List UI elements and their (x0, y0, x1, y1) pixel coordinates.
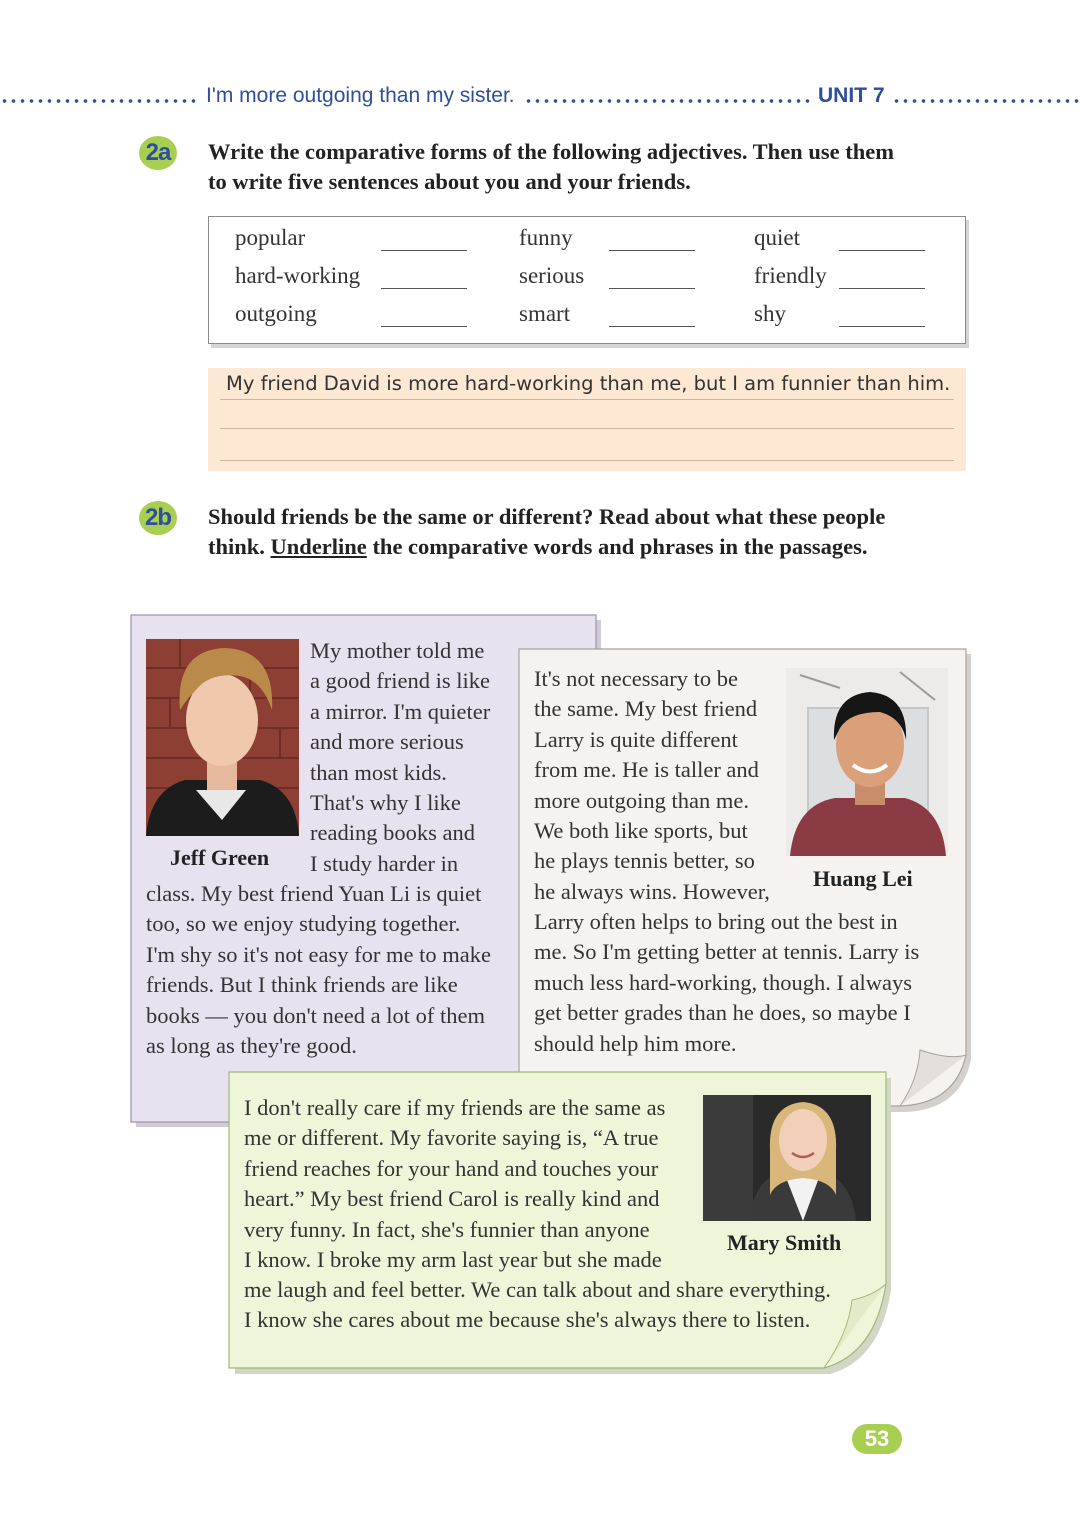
passage-line: friend reaches for your hand and touches your (244, 1155, 659, 1181)
word-friendly: friendly (754, 263, 827, 288)
passage-line: friends. But I think friends are like (146, 972, 458, 998)
passage-line: me or different. My favorite saying is, “A true (244, 1125, 659, 1151)
mary-passage-bottom (244, 1275, 874, 1336)
jeff-photo (146, 639, 299, 836)
word-shy: shy (754, 301, 786, 326)
exercise-2b-badge: 2b (139, 501, 177, 535)
passage-line: I don't really care if my friends are the same as (244, 1095, 666, 1120)
passage-line: That's why I like (310, 790, 461, 816)
passage-line: should help him more. (534, 1030, 737, 1056)
passage-line: It's not necessary to be (534, 666, 738, 691)
passage-line: get better grades than he does, so maybe I (534, 1000, 911, 1026)
passage-line: class. My best friend Yuan Li is quiet (146, 881, 482, 906)
word-quiet: quiet (754, 225, 800, 250)
exercise-2b-instruction-line1: Should friends be the same or different? Read about what these people (208, 504, 886, 529)
huang-photo (786, 668, 948, 856)
passage-line: reading books and (310, 820, 475, 846)
passage-line: heart.” My best friend Carol is really kind and (244, 1186, 660, 1212)
word-funny: funny (519, 225, 573, 250)
jeff-passage-bottom (146, 879, 516, 1061)
passage-line: from me. He is taller and (534, 757, 759, 783)
word-outgoing: outgoing (235, 301, 317, 326)
jeff-name: Jeff Green (170, 845, 270, 870)
passage-line: he always wins. However, (534, 878, 770, 904)
passage-line: he plays tennis better, so (534, 848, 755, 874)
jeff-passage-top (310, 636, 510, 879)
mary-name: Mary Smith (727, 1230, 842, 1255)
passage-line: We both like sports, but (534, 818, 748, 844)
passage-line: I study harder in (310, 850, 459, 876)
passage-line: a mirror. I'm quieter (310, 698, 491, 724)
lesson-title: I'm more outgoing than my sister. (206, 84, 515, 107)
word-smart: smart (519, 301, 571, 326)
passage-line: Larry is quite different (534, 726, 738, 752)
passage-line: Larry often helps to bring out the best in (534, 909, 898, 934)
passage-line: I'm shy so it's not easy for me to make (146, 941, 491, 967)
mary-passage-top (244, 1093, 694, 1275)
huang-passage-bottom (534, 907, 954, 1059)
passage-line: the same. My best friend (534, 696, 758, 722)
passage-line: too, so we enjoy studying together. (146, 911, 461, 937)
exercise-2a-instruction-line2: to write five sentences about you and your friends. (208, 169, 691, 194)
instruction-underline-word: Underline (270, 534, 367, 559)
passage-line: I know she cares about me because she's always there to listen. (244, 1307, 811, 1333)
huang-name: Huang Lei (813, 866, 913, 891)
passage-line: than most kids. (310, 759, 447, 785)
mary-photo (703, 1095, 871, 1221)
word-serious: serious (519, 263, 585, 288)
exercise-2a-badge: 2a (139, 136, 177, 170)
page-number: 53 (852, 1424, 902, 1454)
passage-line: I know. I broke my arm last year but she made (244, 1247, 662, 1273)
passage-line: as long as they're good. (146, 1033, 357, 1059)
passage-line: me laugh and feel better. We can talk about and share everything. (244, 1277, 831, 1302)
instruction-text: the comparative words and phrases in the passages. (366, 534, 868, 559)
passage-line: a good friend is like (310, 668, 490, 694)
word-hard-working: hard-working (235, 263, 361, 288)
unit-label: UNIT 7 (818, 84, 885, 107)
passage-line: My mother told me (310, 638, 485, 663)
passage-line: and more serious (310, 729, 464, 755)
passage-line: more outgoing than me. (534, 787, 749, 813)
instruction-text: think. (208, 534, 271, 559)
passage-line: me. So I'm getting better at tennis. Larry is (534, 939, 920, 965)
exercise-2a-instruction-line1: Write the comparative forms of the following adjectives. Then use them (208, 139, 894, 164)
huang-passage-top (534, 664, 784, 907)
example-sentence: My friend David is more hard-working than me, but I am funnier than him. (226, 372, 951, 395)
word-popular: popular (235, 225, 306, 250)
passage-line: very funny. In fact, she's funnier than anyone (244, 1216, 650, 1242)
passage-line: books — you don't need a lot of them (146, 1002, 486, 1028)
passage-line: much less hard-working, though. I always (534, 969, 913, 995)
